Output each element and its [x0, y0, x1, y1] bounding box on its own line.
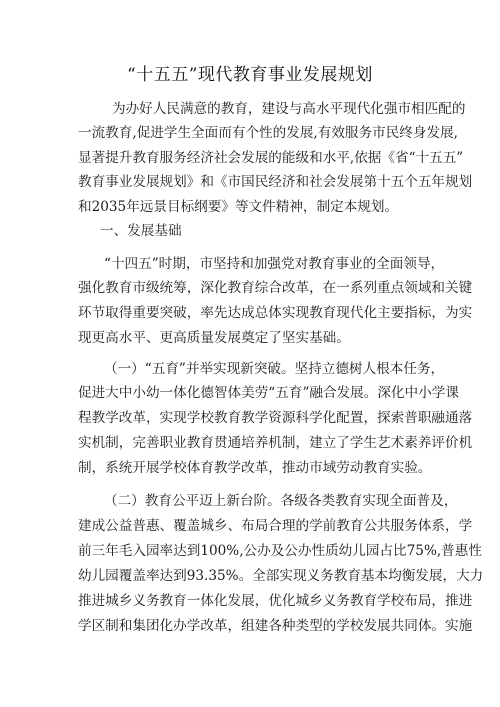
body-line: “十四五”时期，市坚持和加强党对教育事业的全面领导，: [104, 256, 445, 272]
section-heading: 一、发展基础: [100, 223, 182, 239]
body-line: 程教学改革，实现学校教育教学资源科学化配置，探索普职融通落: [78, 410, 473, 426]
body-line: 学区制和集团化办学改革，组建各种类型的学校发展共同体。实施: [78, 618, 473, 634]
body-line: 一流教育,促进学生全面而有个性的发展,有效服务市民终身发展,: [78, 125, 458, 141]
body-line: 实机制，完善职业教育贯通培养机制，建立了学生艺术素养评价机: [78, 435, 473, 451]
body-line: 推进城乡义务教育一体化发展，优化城乡义务教育学校布局，推进: [78, 593, 473, 609]
body-line: 强化教育市级统筹，深化教育综合改革，在一系列重点领域和关键: [78, 280, 473, 296]
body-line: 和2035年远景目标纲要》等文件精神，制定本规划。: [78, 199, 399, 215]
body-line: （二）教育公平迈上新台阶。各级各类教育实现全面普及，: [104, 493, 458, 509]
body-line: 显著提升教育服务经济社会发展的能级和水平,依据《省“十五五”: [78, 150, 464, 166]
body-line: （一）“五育”并举实现新突破。坚持立德树人根本任务，: [104, 361, 445, 377]
body-line: 为办好人民满意的教育，建设与高水平现代化强市相匹配的: [112, 101, 466, 117]
body-line: 幼儿园覆盖率达到93.35%。全部实现义务教育基本均衡发展，大力: [78, 568, 484, 584]
body-line: 环节取得重要突破，率先达成总体实现教育现代化主要指标，为实: [78, 305, 473, 321]
body-line: 制，系统开展学校体育教学改革，推动市域劳动教育实验。: [78, 460, 432, 476]
body-line: 前三年毛入园率达到100%,公办及公办性质幼儿园占比75%,普惠性: [78, 543, 482, 559]
body-line: 教育事业发展规划》和《市国民经济和社会发展第十五个五年规划: [78, 174, 473, 190]
body-line: 促进大中小幼一体化德智体美劳“五育”融合发展。深化中小学课: [78, 385, 459, 401]
document-title: “十五五”现代教育事业发展规划: [127, 65, 373, 85]
body-line: 现更高水平、更高质量发展奠定了坚实基础。: [78, 330, 350, 346]
body-line: 建成公益普惠、覆盖城乡、布局合理的学前教育公共服务体系，学: [78, 518, 473, 534]
